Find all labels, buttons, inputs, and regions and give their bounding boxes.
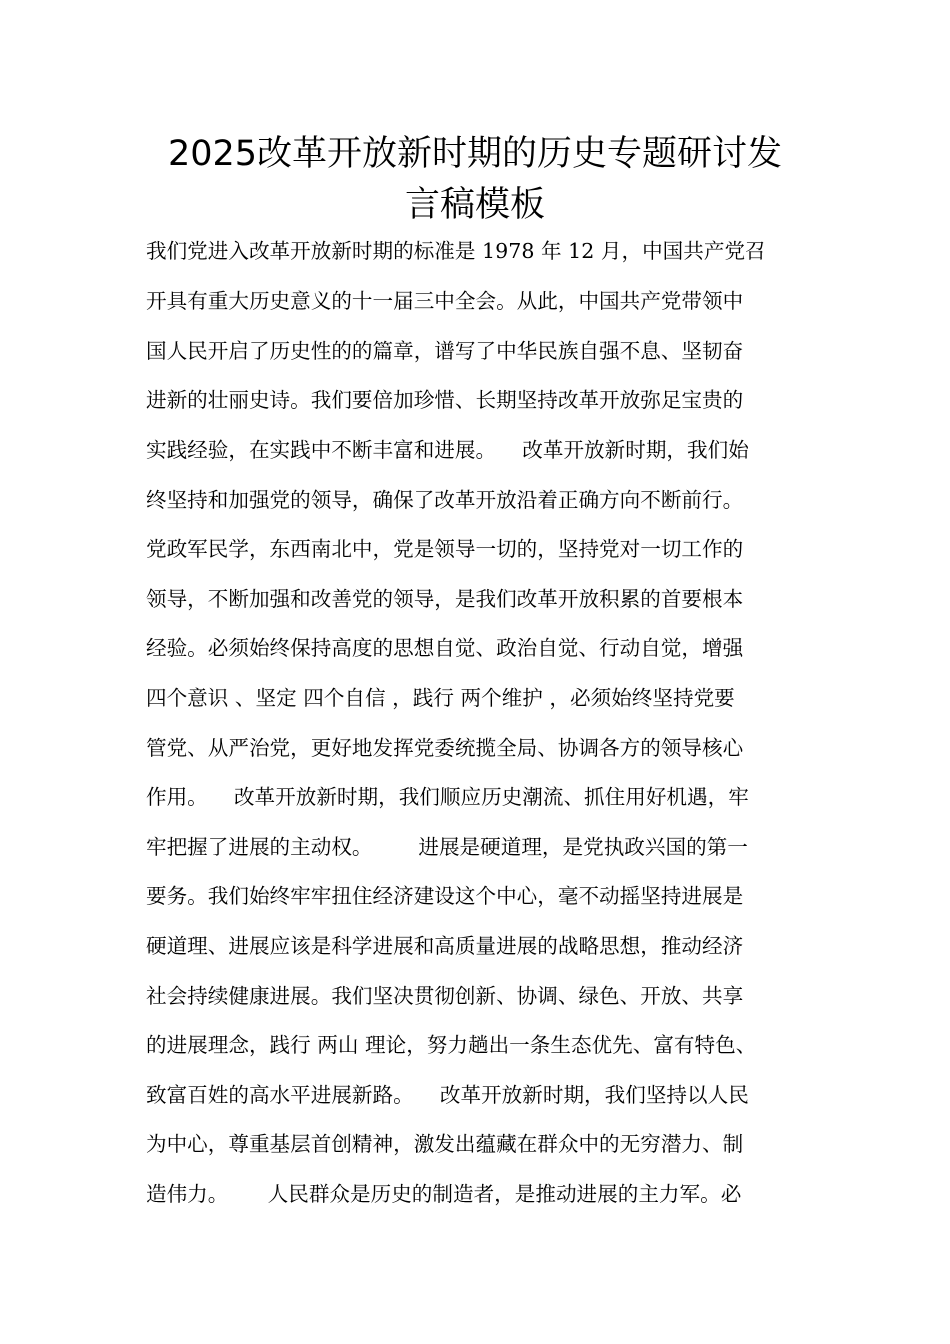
body-line: 硬道理、进展应该是科学进展和高质量进展的战略思想，推动经济 bbox=[146, 934, 744, 958]
body-line: 为中心，尊重基层首创精神，激发出蕴藏在群众中的无穷潜力、制 bbox=[146, 1132, 744, 1156]
document-title-line-1: 2025改革开放新时期的历史专题研讨发 bbox=[167, 134, 783, 174]
body-line: 牢把握了进展的主动权。 进展是硬道理，是党执政兴国的第一 bbox=[146, 835, 748, 859]
body-line: 我们党进入改革开放新时期的标准是 1978 年 12 月，中国共产党召 bbox=[146, 239, 766, 263]
document-title-line-2: 言稿模板 bbox=[404, 185, 545, 225]
body-line: 造伟力。 人民群众是历史的制造者，是推动进展的主力军。必 bbox=[146, 1182, 742, 1206]
body-line: 终坚持和加强党的领导，确保了改革开放沿着正确方向不断前行。 bbox=[146, 488, 744, 512]
body-line: 党政军民学，东西南北中，党是领导一切的，坚持党对一切工作的 bbox=[146, 537, 744, 561]
body-line: 的进展理念，践行 两山 理论，努力趟出一条生态优先、富有特色、 bbox=[146, 1033, 757, 1057]
body-line: 实践经验，在实践中不断丰富和进展。 改革开放新时期，我们始 bbox=[146, 438, 749, 462]
body-line: 社会持续健康进展。我们坚决贯彻创新、协调、绿色、开放、共享 bbox=[146, 984, 744, 1008]
body-line: 国人民开启了历史性的的篇章，谱写了中华民族自强不息、坚韧奋 bbox=[146, 339, 744, 363]
body-line: 作用。 改革开放新时期，我们顺应历史潮流、抓住用好机遇，牢 bbox=[146, 785, 749, 809]
body-line: 要务。我们始终牢牢扭住经济建设这个中心，毫不动摇坚持进展是 bbox=[146, 884, 744, 908]
body-line: 进新的壮丽史诗。我们要倍加珍惜、长期坚持改革开放弥足宝贵的 bbox=[146, 388, 744, 412]
body-line: 致富百姓的高水平进展新路。 改革开放新时期，我们坚持以人民 bbox=[146, 1083, 749, 1107]
body-line: 经验。必须始终保持高度的思想自觉、政治自觉、行动自觉，增强 bbox=[146, 636, 744, 660]
body-line: 领导，不断加强和改善党的领导，是我们改革开放积累的首要根本 bbox=[146, 587, 744, 611]
body-line: 四个意识 、坚定 四个自信 ，践行 两个维护 ，必须始终坚持党要 bbox=[146, 686, 735, 710]
body-line: 开具有重大历史意义的十一届三中全会。从此，中国共产党带领中 bbox=[146, 289, 744, 313]
body-line: 管党、从严治党，更好地发挥党委统揽全局、协调各方的领导核心 bbox=[146, 736, 744, 760]
